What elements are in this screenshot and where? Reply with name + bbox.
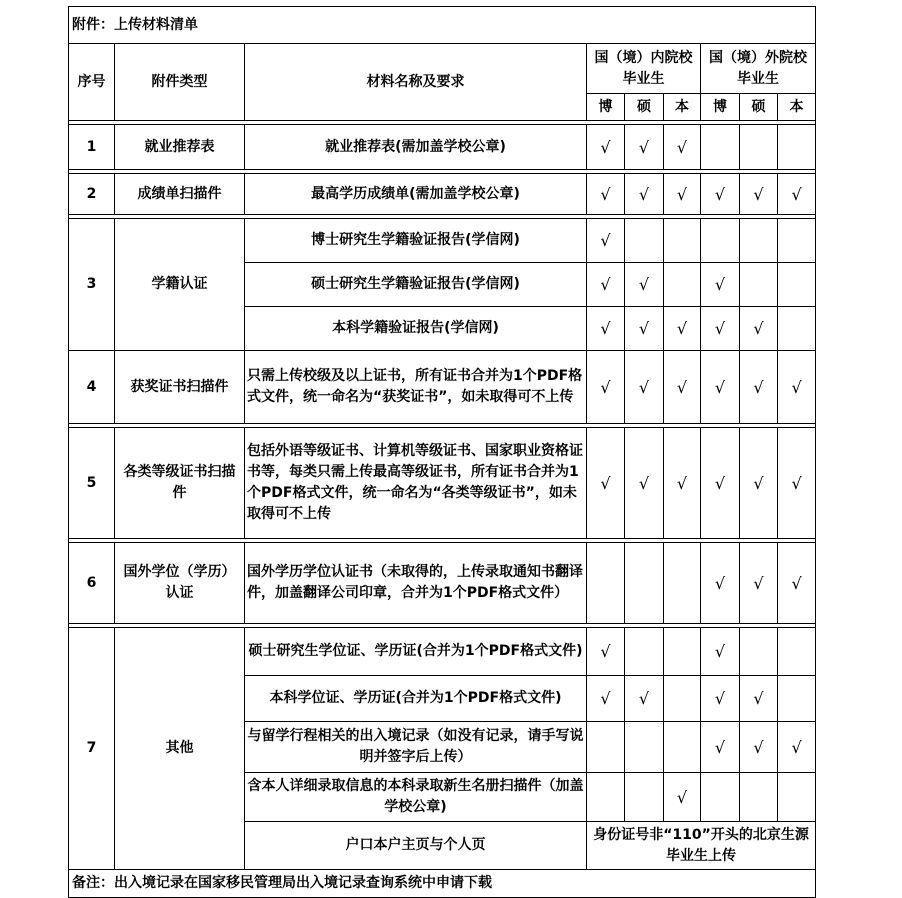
row-material: 含本人详细录取信息的本科录取新生名册扫描件（加盖学校公章) xyxy=(245,773,587,822)
table-row xyxy=(69,628,816,676)
row-seq: 4 xyxy=(69,351,115,424)
row-seq: 3 xyxy=(69,219,115,351)
check-mark: √ xyxy=(740,543,778,624)
empty-cell xyxy=(778,263,816,307)
check-mark: √ xyxy=(740,174,778,215)
footnote: 备注：出入境记录在国家移民管理局出入境记录查询系统中申请下载 xyxy=(69,870,816,898)
header-domestic-phd: 博 xyxy=(587,94,625,121)
row-material: 最高学历成绩单(需加盖学校公章) xyxy=(245,174,587,215)
empty-cell xyxy=(778,628,816,676)
empty-cell xyxy=(625,722,664,773)
check-mark: √ xyxy=(587,676,625,722)
check-mark: √ xyxy=(701,263,740,307)
row-seq: 1 xyxy=(69,125,115,170)
row-material: 国外学历学位认证书（未取得的，上传录取通知书翻译件，加盖翻译公司印章，合并为1个PDF格式文件） xyxy=(245,543,587,624)
check-mark: √ xyxy=(664,773,701,822)
empty-cell xyxy=(740,263,778,307)
check-mark: √ xyxy=(740,676,778,722)
row-seq: 7 xyxy=(69,628,115,870)
check-mark: √ xyxy=(778,428,816,539)
check-mark: √ xyxy=(778,174,816,215)
empty-cell xyxy=(740,628,778,676)
row-type: 其他 xyxy=(115,628,245,870)
check-mark: √ xyxy=(664,428,701,539)
table-row xyxy=(69,219,816,263)
table-row xyxy=(69,125,816,170)
empty-cell xyxy=(778,307,816,351)
check-mark: √ xyxy=(740,428,778,539)
check-mark: √ xyxy=(740,722,778,773)
empty-cell xyxy=(664,676,701,722)
empty-cell xyxy=(778,125,816,170)
check-mark: √ xyxy=(587,125,625,170)
row-seq: 6 xyxy=(69,543,115,624)
row-material: 就业推荐表(需加盖学校公章) xyxy=(245,125,587,170)
row-material: 只需上传校级及以上证书，所有证书合并为1个PDF格式文件，统一命名为“获奖证书”，如未取得可不上传 xyxy=(245,351,587,424)
empty-cell xyxy=(664,263,701,307)
check-mark: √ xyxy=(701,174,740,215)
row-material: 包括外语等级证书、计算机等级证书、国家职业资格证书等，每类只需上传最高等级证书，所有证书合并为1个PDF格式文件，统一命名为“各类等级证书”，如未取得可不上传 xyxy=(245,428,587,539)
row-material: 本科学籍验证报告(学信网) xyxy=(245,307,587,351)
empty-cell xyxy=(587,773,625,822)
check-mark: √ xyxy=(625,676,664,722)
header-domestic-bachelor: 本 xyxy=(664,94,701,121)
materials-table xyxy=(68,6,816,898)
empty-cell xyxy=(664,722,701,773)
empty-cell xyxy=(740,219,778,263)
empty-cell xyxy=(587,543,625,624)
header-type: 附件类型 xyxy=(115,44,245,121)
check-mark: √ xyxy=(701,676,740,722)
check-mark: √ xyxy=(625,428,664,539)
row-material: 博士研究生学籍验证报告(学信网) xyxy=(245,219,587,263)
table-row xyxy=(69,543,816,624)
empty-cell xyxy=(701,219,740,263)
check-mark: √ xyxy=(701,722,740,773)
table-row xyxy=(69,428,816,539)
check-mark: √ xyxy=(625,263,664,307)
check-mark: √ xyxy=(778,543,816,624)
row-type: 成绩单扫描件 xyxy=(115,174,245,215)
header-domestic: 国（境）内院校毕业生 xyxy=(587,44,701,94)
check-mark: √ xyxy=(701,543,740,624)
empty-cell xyxy=(740,125,778,170)
header-seq: 序号 xyxy=(69,44,115,121)
check-mark: √ xyxy=(625,125,664,170)
row-type: 就业推荐表 xyxy=(115,125,245,170)
check-mark: √ xyxy=(587,174,625,215)
check-mark: √ xyxy=(740,351,778,424)
header-domestic-master: 硕 xyxy=(625,94,664,121)
check-mark: √ xyxy=(701,351,740,424)
row-seq: 5 xyxy=(69,428,115,539)
header-foreign-master: 硕 xyxy=(740,94,778,121)
empty-cell xyxy=(664,543,701,624)
row-type: 学籍认证 xyxy=(115,219,245,351)
check-mark: √ xyxy=(625,307,664,351)
check-mark: √ xyxy=(587,263,625,307)
check-mark: √ xyxy=(587,428,625,539)
table-title: 附件：上传材料清单 xyxy=(69,7,816,44)
header-foreign: 国（境）外院校毕业生 xyxy=(701,44,816,94)
check-mark: √ xyxy=(778,722,816,773)
check-mark: √ xyxy=(701,307,740,351)
header-foreign-bachelor: 本 xyxy=(778,94,816,121)
empty-cell xyxy=(778,676,816,722)
table-row xyxy=(69,174,816,215)
check-mark: √ xyxy=(587,628,625,676)
check-mark: √ xyxy=(740,307,778,351)
empty-cell xyxy=(701,773,740,822)
check-mark: √ xyxy=(587,307,625,351)
check-mark: √ xyxy=(625,174,664,215)
check-mark: √ xyxy=(664,174,701,215)
empty-cell xyxy=(625,219,664,263)
row-seq: 2 xyxy=(69,174,115,215)
check-mark: √ xyxy=(701,428,740,539)
row-material: 硕士研究生学籍验证报告(学信网) xyxy=(245,263,587,307)
check-mark: √ xyxy=(778,351,816,424)
row-material: 与留学行程相关的出入境记录（如没有记录，请手写说明并签字后上传） xyxy=(245,722,587,773)
empty-cell xyxy=(625,543,664,624)
header-material: 材料名称及要求 xyxy=(245,44,587,121)
empty-cell xyxy=(664,628,701,676)
empty-cell xyxy=(625,628,664,676)
check-mark: √ xyxy=(587,219,625,263)
empty-cell xyxy=(778,773,816,822)
check-mark: √ xyxy=(664,125,701,170)
check-mark: √ xyxy=(664,351,701,424)
row-material: 硕士研究生学位证、学历证(合并为1个PDF格式文件) xyxy=(245,628,587,676)
empty-cell xyxy=(625,773,664,822)
empty-cell xyxy=(740,773,778,822)
row-type: 国外学位（学历）认证 xyxy=(115,543,245,624)
check-mark: √ xyxy=(587,351,625,424)
row-material: 户口本户主页与个人页 xyxy=(245,822,587,870)
beijing-note: 身份证号非“110”开头的北京生源毕业生上传 xyxy=(587,822,816,870)
row-type: 获奖证书扫描件 xyxy=(115,351,245,424)
row-material: 本科学位证、学历证(合并为1个PDF格式文件) xyxy=(245,676,587,722)
check-mark: √ xyxy=(701,628,740,676)
empty-cell xyxy=(587,722,625,773)
row-type: 各类等级证书扫描件 xyxy=(115,428,245,539)
check-mark: √ xyxy=(664,307,701,351)
empty-cell xyxy=(778,219,816,263)
check-mark: √ xyxy=(625,351,664,424)
table-row xyxy=(69,351,816,424)
empty-cell xyxy=(701,125,740,170)
empty-cell xyxy=(664,219,701,263)
header-foreign-phd: 博 xyxy=(701,94,740,121)
